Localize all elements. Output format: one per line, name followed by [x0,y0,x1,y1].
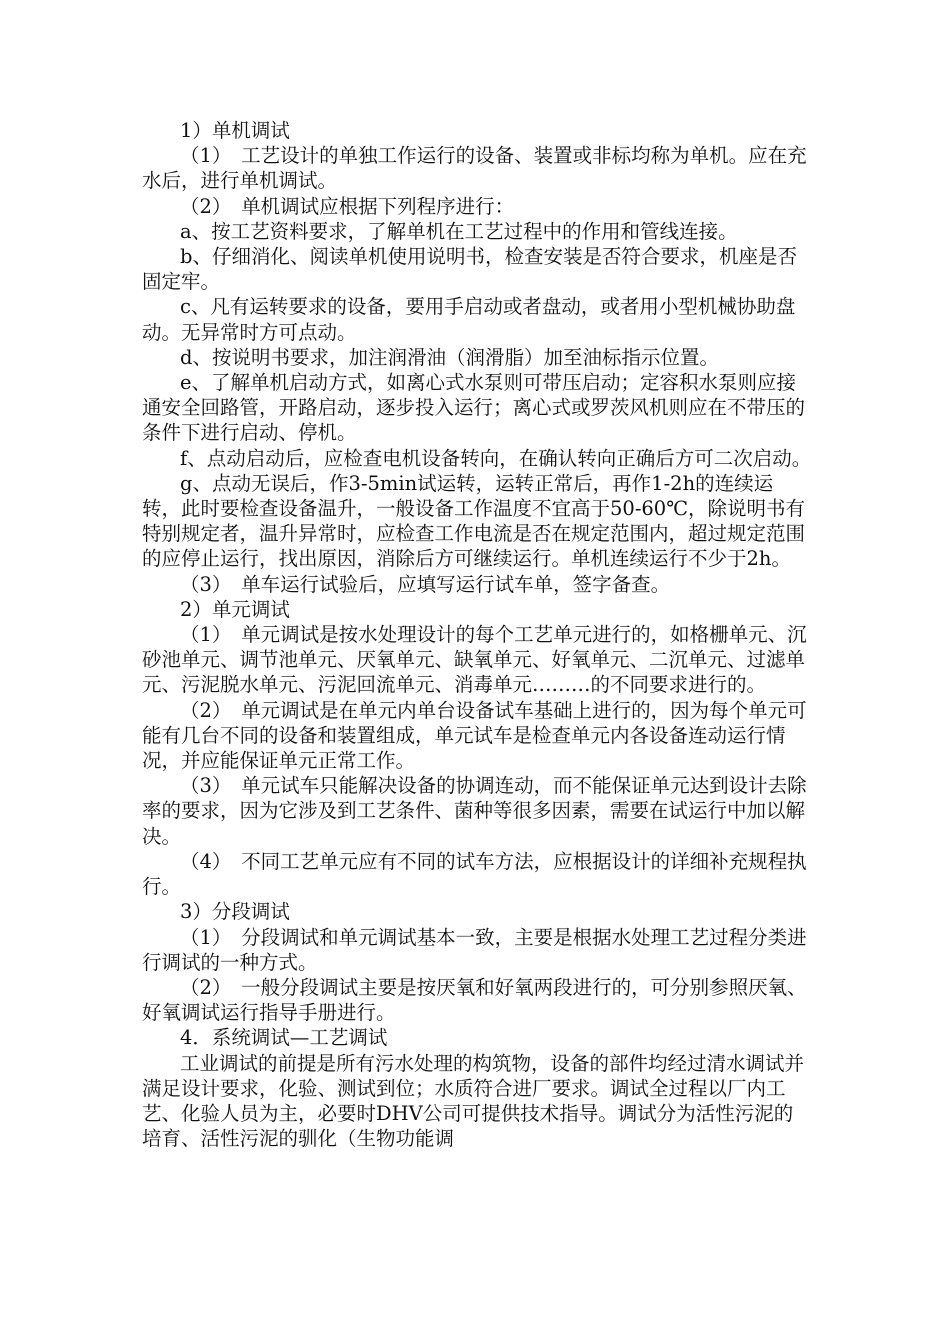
paragraph: b、仔细消化、阅读单机使用说明书，检查安装是否符合要求，机座是否固定牢。 [142,245,797,294]
paragraph: （2） 一般分段调试主要是按厌氧和好氧两段进行的，可分别参照厌氧、好氧调试运行指导手册进行。 [142,975,807,1025]
paragraph: （2） 单机调试应根据下列程序进行： [180,194,515,218]
paragraph: （2） 单元调试是在单元内单台设备试车基础上进行的，因为每个单元可能有几台不同的设备和装置组成，单元试车是检查单元内各设备连动运行情况，并应能保证单元正常工作。 [142,698,807,773]
heading-segment-debug: 3）分段调试 [180,900,290,924]
paragraph: g、点动无误后，作3-5min试运转，运转正常后，再作1-2h的连续运转，此时要检查设备温升，一般设备工作温度不宜高于50-60℃，除说明书有特别规定者，温升异常时，应检查工作电流是否在规定范围内，超过规定范围的应停止运行，找出原因，消除后方可继续运行。单机连续运行不少于2h。 [142,471,806,571]
paragraph: （4） 不同工艺单元应有不同的试车方法，应根据设计的详细补充规程执行。 [142,849,807,899]
paragraph: （3） 单车运行试验后，应填写运行试车单，签字备查。 [180,572,671,596]
paragraph: f、点动启动后，应检查电机设备转向，在确认转向正确后方可二次启动。 [180,446,812,470]
paragraph: 工业调试的前提是所有污水处理的构筑物，设备的部件均经过清水调试并满足设计要求，化验、测试到位；水质符合进厂要求。调试全过程以厂内工艺、化验人员为主，必要时DHV公司可提供技术指导。调试分为活性污泥的培育、活性污泥的驯化（生物功能调 [142,1051,805,1151]
paragraph: d、按说明书要求，加注润滑油（润滑脂）加至油标指示位置。 [180,345,719,369]
paragraph: （3） 单元试车只能解决设备的协调连动，而不能保证单元达到设计去除率的要求，因为它涉及到工艺条件、菌种等很多因素，需要在试运行中加以解决。 [142,774,807,848]
heading-system-debug: 4．系统调试—工艺调试 [180,1026,388,1050]
heading-unit-debug: 2）单元调试 [180,597,290,621]
paragraph: （1） 单元调试是按水处理设计的每个工艺单元进行的，如格栅单元、沉砂池单元、调节池单元、厌氧单元、缺氧单元、好氧单元、二沉单元、过滤单元、污泥脱水单元、污泥回流单元、消毒单元………的不同要求进行的。 [142,623,807,697]
paragraph: e、了解单机启动方式，如离心式水泵则可带压启动；定容积水泵则应接通安全回路管，开路启动，逐步投入运行；离心式或罗茨风机则应在不带压的条件下进行启动、停机。 [142,371,806,445]
paragraph: c、凡有运转要求的设备，要用手启动或者盘动，或者用小型机械协助盘动。无异常时方可点动。 [142,295,796,344]
paragraph: （1） 分段调试和单元调试基本一致，主要是根据水处理工艺过程分类进行调试的一种方式。 [142,925,807,974]
paragraph: （1） 工艺设计的单独工作运行的设备、装置或非标均称为单机。应在充水后，进行单机调试。 [142,144,807,193]
document-body [142,118,812,1151]
paragraph: a、按工艺资料要求，了解单机在工艺过程中的作用和管线连接。 [180,219,738,243]
heading-single-machine-debug: 1）单机调试 [180,119,290,142]
